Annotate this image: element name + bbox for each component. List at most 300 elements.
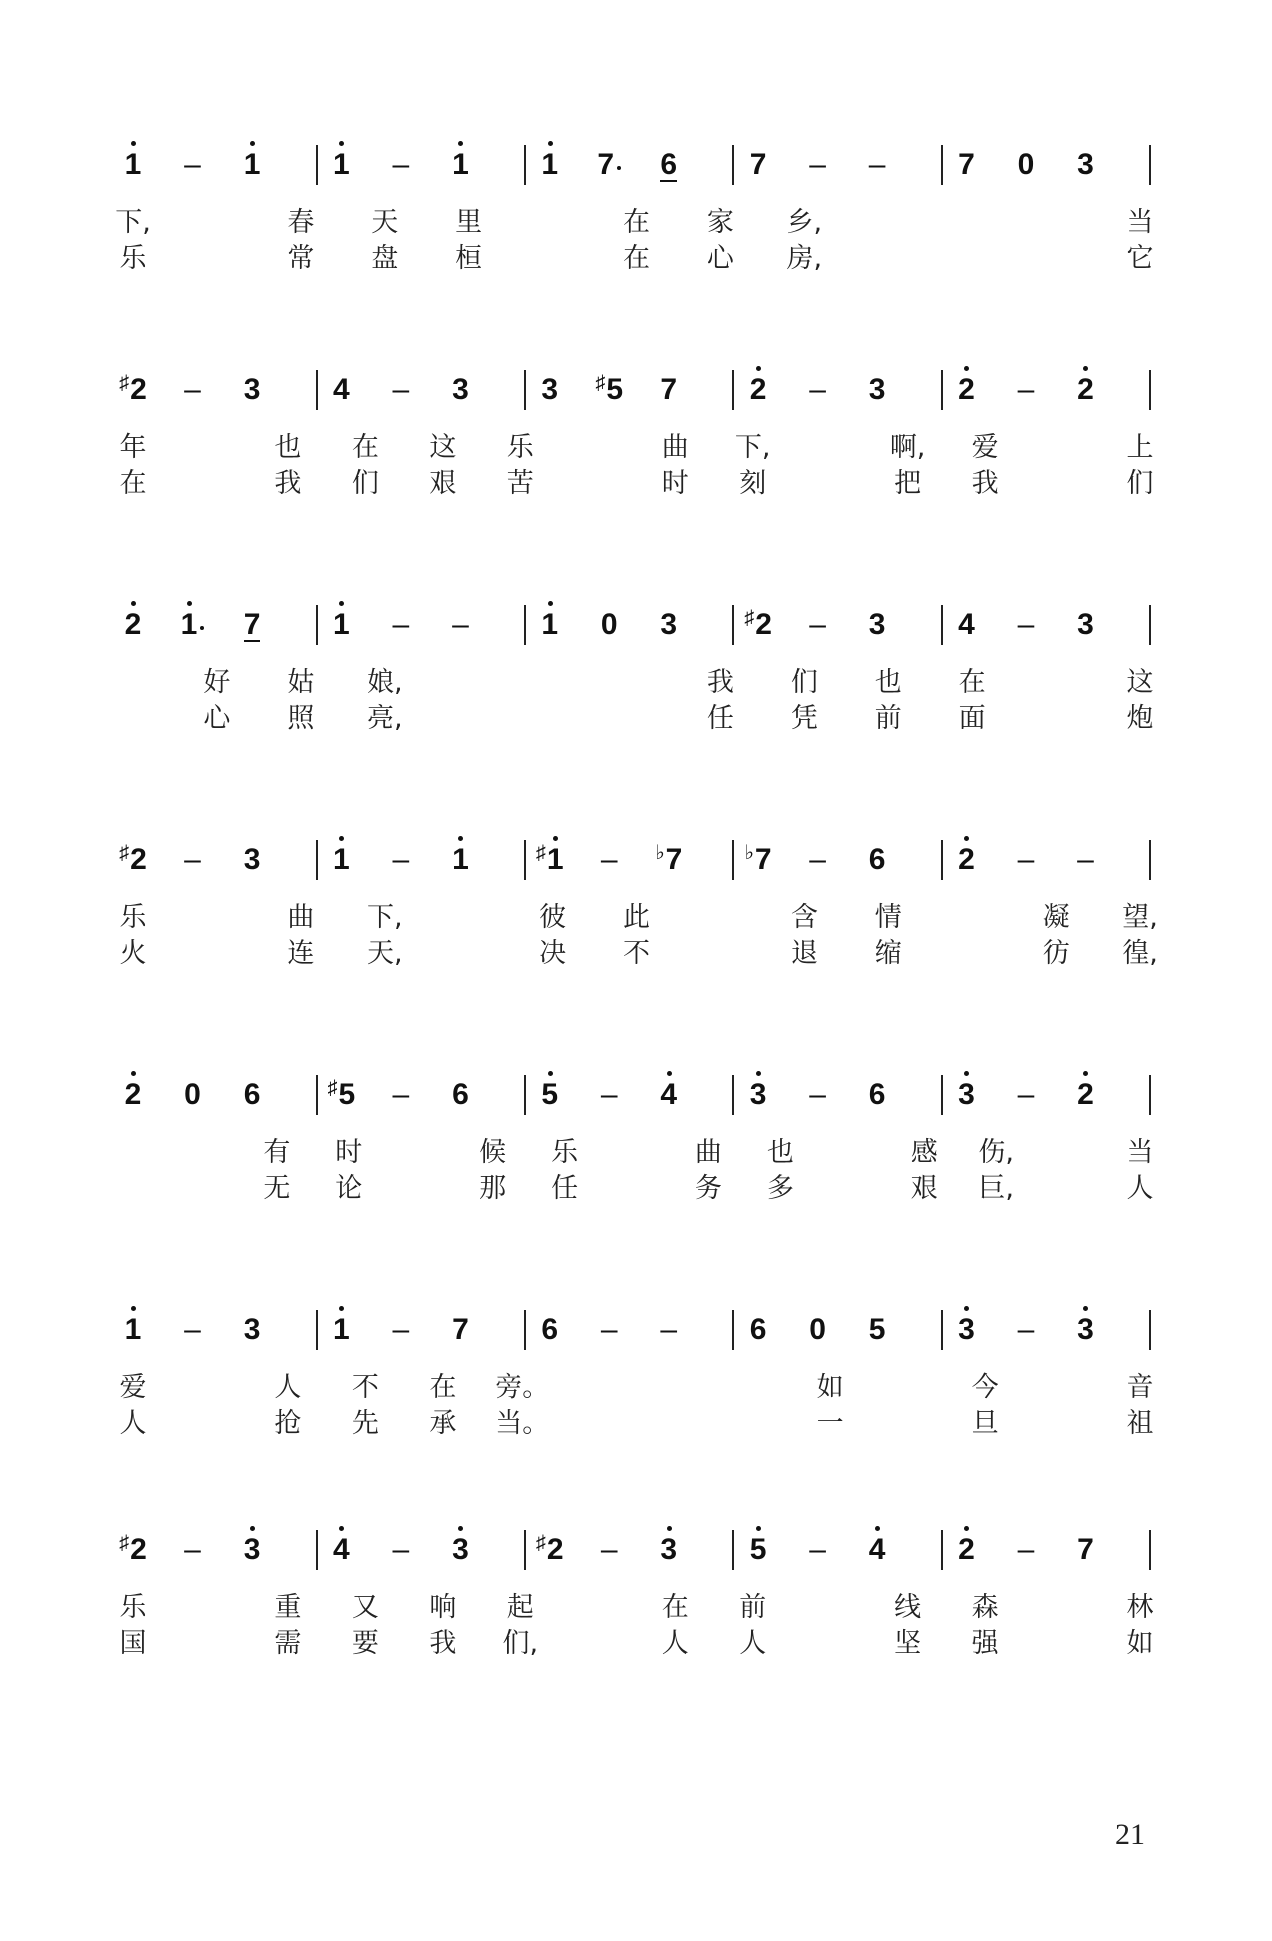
lyric-syllable: 如	[1126, 1628, 1154, 1659]
lyric-syllable: 音	[1126, 1372, 1154, 1403]
note	[520, 147, 580, 183]
lyric-syllable: 在	[429, 1372, 457, 1403]
note-digit: 4	[868, 1533, 886, 1566]
dash-mark	[996, 607, 1056, 643]
lyric-syllable: 感	[910, 1137, 938, 1168]
note-digit: –	[184, 1533, 201, 1566]
lyric-syllable: 刻	[739, 468, 767, 499]
lyric-syllable: 有	[263, 1137, 291, 1168]
bar-line	[1149, 840, 1151, 880]
dash-mark	[788, 607, 848, 643]
note	[579, 372, 639, 411]
dash-mark	[847, 147, 907, 183]
note	[639, 842, 699, 881]
note-digit: 2	[124, 1078, 142, 1111]
note-digit: 1	[243, 148, 261, 181]
score-system	[0, 810, 1272, 1010]
note	[728, 1532, 788, 1568]
note-digit: –	[660, 1313, 678, 1346]
lyric-syllable: 乡,	[786, 207, 823, 238]
dash-mark	[996, 1077, 1056, 1113]
note-digit: –	[1017, 1078, 1035, 1111]
note-digit: 7	[665, 843, 683, 876]
lyric-syllable: 强	[971, 1628, 999, 1659]
dash-mark	[371, 1312, 431, 1348]
dash-mark	[579, 1077, 639, 1113]
note-digit: 2	[1077, 1078, 1094, 1111]
note-digit: 3	[868, 608, 886, 641]
note-digit: 3	[1077, 148, 1094, 181]
lyric-syllable: 连	[287, 938, 315, 969]
lyric-syllable: 面	[958, 703, 986, 734]
note-digit: –	[809, 373, 826, 406]
lyric-syllable: 线	[894, 1592, 922, 1623]
note	[103, 1077, 163, 1113]
notation-row	[0, 1500, 1272, 1590]
note	[1055, 1532, 1115, 1568]
note	[103, 607, 163, 643]
lyric-syllable: 也	[766, 1137, 794, 1168]
note-digit: 1	[180, 608, 198, 641]
note-digit: 3	[660, 1533, 678, 1566]
dash-mark	[579, 1312, 639, 1348]
note-digit: 1	[333, 1313, 350, 1346]
note-digit: 1	[333, 148, 350, 181]
lyric-syllable: 这	[1126, 667, 1154, 698]
lyric-syllable: 徨,	[1122, 938, 1158, 969]
lyric-syllable: 人	[661, 1628, 689, 1659]
lyric-syllable: 决	[539, 938, 567, 969]
note	[430, 372, 490, 408]
lyric-syllable: 好	[203, 667, 231, 698]
lyric-syllable: 天,	[366, 938, 403, 969]
lyric-syllable: 旦	[971, 1408, 999, 1439]
lyric-syllable: 森	[971, 1592, 999, 1623]
note	[639, 1077, 699, 1113]
note-digit: –	[1017, 1313, 1035, 1346]
lyric-syllable: 人	[739, 1628, 767, 1659]
lyric-syllable: 年	[119, 432, 147, 463]
lyric-syllable: 在	[661, 1592, 689, 1623]
note	[579, 607, 639, 643]
note-digit: 7	[958, 148, 975, 181]
sharp-sign: ♯	[535, 1532, 546, 1554]
lyric-line	[0, 936, 1272, 976]
lyric-syllable: 伤,	[978, 1137, 1014, 1168]
lyric-syllable: 人	[274, 1372, 302, 1403]
lyric-syllable: 望,	[1122, 902, 1158, 933]
dash-mark	[996, 372, 1056, 408]
lyric-syllable: 艰	[910, 1173, 938, 1204]
sharp-sign: ♯	[595, 372, 606, 394]
note	[639, 372, 699, 408]
dash-mark	[371, 842, 431, 878]
dash-mark	[163, 372, 223, 408]
lyric-syllable: 们,	[502, 1628, 539, 1659]
note	[520, 1077, 580, 1113]
notation-row	[0, 575, 1272, 665]
note-digit: 6	[868, 843, 886, 876]
notation-row	[0, 115, 1272, 205]
note-digit: –	[1077, 843, 1094, 876]
lyric-syllable: 凝	[1042, 902, 1070, 933]
flat-sign: ♭	[744, 842, 754, 864]
lyric-syllable: 家	[706, 207, 734, 238]
dash-mark	[371, 607, 431, 643]
note-digit: 6	[749, 1313, 767, 1346]
note-digit: 1	[333, 843, 350, 876]
lyric-syllable: 们	[351, 468, 379, 499]
note	[430, 842, 490, 878]
note-digit: 5	[338, 1078, 356, 1111]
note-digit: –	[184, 843, 201, 876]
note	[311, 147, 371, 183]
notation-row	[0, 1045, 1272, 1135]
lyric-syllable: 乐	[551, 1137, 579, 1168]
note-digit: –	[868, 148, 886, 181]
lyric-syllable: 乐	[119, 1592, 147, 1623]
score-system	[0, 575, 1272, 775]
note-digit: –	[809, 1078, 826, 1111]
note-digit: 1	[546, 843, 564, 876]
note	[222, 372, 282, 408]
note-digit: 3	[243, 843, 261, 876]
note-digit: 2	[958, 1533, 975, 1566]
note-digit: 0	[184, 1078, 201, 1111]
note-digit: –	[392, 1533, 410, 1566]
note-digit: 2	[130, 843, 147, 876]
note-digit: 3	[1077, 1313, 1094, 1346]
sharp-sign: ♯	[119, 1532, 130, 1554]
note-digit: 3	[243, 1533, 261, 1566]
lyric-syllable: 人	[119, 1408, 147, 1439]
lyric-syllable: 要	[351, 1628, 379, 1659]
lyric-syllable: 林	[1126, 1592, 1154, 1623]
lyric-syllable: 常	[287, 243, 315, 274]
note-digit: –	[392, 608, 410, 641]
note	[996, 147, 1056, 183]
note	[1055, 372, 1115, 408]
note-digit: 7	[1077, 1533, 1094, 1566]
note-digit: 1	[452, 148, 469, 181]
note	[311, 1532, 371, 1568]
note	[222, 147, 282, 183]
note-digit: –	[392, 148, 410, 181]
note	[936, 1532, 996, 1568]
note	[1055, 147, 1115, 183]
lyric-syllable: 彼	[539, 902, 567, 933]
lyric-syllable: 国	[119, 1628, 147, 1659]
augmentation-dot	[617, 166, 621, 170]
note	[847, 1077, 907, 1113]
note	[728, 842, 788, 881]
note-digit: 3	[452, 1533, 469, 1566]
dash-mark	[163, 842, 223, 878]
lyric-line	[0, 1590, 1272, 1630]
lyric-syllable: 它	[1126, 243, 1154, 274]
note-digit: 7	[754, 843, 772, 876]
note	[847, 842, 907, 878]
lyric-syllable: 旁。	[495, 1372, 550, 1403]
note-digit: 7	[660, 373, 678, 406]
lyric-syllable: 这	[429, 432, 457, 463]
lyric-syllable: 时	[661, 468, 689, 499]
note-digit: 6	[541, 1313, 559, 1346]
dash-mark	[996, 1312, 1056, 1348]
lyric-syllable: 爱	[119, 1372, 147, 1403]
notation-row	[0, 1280, 1272, 1370]
lyric-syllable: 爱	[971, 432, 999, 463]
lyric-syllable: 也	[274, 432, 302, 463]
lyric-syllable: 姑	[287, 667, 315, 698]
note-digit: –	[600, 1078, 618, 1111]
note-digit: 7	[597, 148, 615, 181]
lyric-syllable: 我	[274, 468, 302, 499]
note	[847, 1532, 907, 1568]
note-digit: 2	[130, 373, 147, 406]
dash-mark	[371, 1077, 431, 1113]
lyric-line	[0, 1406, 1272, 1446]
lyric-syllable: 把	[894, 468, 922, 499]
lyric-syllable: 乐	[119, 243, 147, 274]
lyric-line	[0, 205, 1272, 245]
lyric-syllable: 需	[274, 1628, 302, 1659]
dash-mark	[788, 147, 848, 183]
lyric-syllable: 坚	[894, 1628, 922, 1659]
sharp-sign: ♯	[119, 842, 130, 864]
note	[103, 1532, 163, 1571]
dash-mark	[1055, 842, 1115, 878]
note	[728, 607, 788, 646]
note-digit: 2	[1077, 373, 1094, 406]
lyric-line	[0, 430, 1272, 470]
lyric-syllable: 在	[119, 468, 147, 499]
note-digit: 4	[333, 1533, 350, 1566]
note-digit: 2	[749, 373, 767, 406]
lyric-syllable: 天	[371, 207, 399, 238]
lyric-syllable: 在	[351, 432, 379, 463]
lyric-syllable: 乐	[506, 432, 534, 463]
note	[163, 607, 223, 643]
note-digit: 1	[124, 148, 142, 181]
note	[847, 607, 907, 643]
note	[222, 1532, 282, 1568]
note-digit: 2	[124, 608, 142, 641]
notation-row	[0, 810, 1272, 900]
lyric-syllable: 先	[351, 1408, 379, 1439]
dash-mark	[371, 1532, 431, 1568]
lyric-syllable: 曲	[694, 1137, 722, 1168]
note	[639, 147, 699, 183]
note	[311, 1312, 371, 1348]
dash-mark	[996, 842, 1056, 878]
note	[639, 1532, 699, 1568]
note	[430, 1077, 490, 1113]
note-digit: –	[1017, 608, 1035, 641]
lyric-syllable: 退	[790, 938, 818, 969]
note-digit: –	[600, 1533, 618, 1566]
lyric-syllable: 人	[1126, 1173, 1154, 1204]
lyric-syllable: 任	[551, 1173, 579, 1204]
lyric-syllable: 亮,	[366, 703, 403, 734]
note-digit: 0	[1017, 148, 1035, 181]
lyric-syllable: 凭	[790, 703, 818, 734]
lyric-syllable: 当。	[495, 1408, 550, 1439]
dash-mark	[371, 372, 431, 408]
lyric-line	[0, 665, 1272, 705]
lyric-syllable: 承	[429, 1408, 457, 1439]
lyric-syllable: 心	[203, 703, 231, 734]
lyric-line	[0, 701, 1272, 741]
note	[847, 1312, 907, 1348]
note	[936, 372, 996, 408]
note-digit: –	[809, 148, 826, 181]
lyric-line	[0, 900, 1272, 940]
lyric-line	[0, 1370, 1272, 1410]
lyric-syllable: 巨,	[978, 1173, 1014, 1204]
note-digit: 0	[809, 1313, 826, 1346]
note	[936, 1312, 996, 1348]
note	[728, 1077, 788, 1113]
bar-line	[1149, 145, 1151, 185]
note	[1055, 1312, 1115, 1348]
note	[520, 607, 580, 643]
lyric-syllable: 不	[623, 938, 650, 969]
lyric-syllable: 当	[1126, 1137, 1154, 1168]
dash-mark	[579, 842, 639, 878]
score-system	[0, 1280, 1272, 1480]
note	[311, 1077, 371, 1116]
lyric-syllable: 我	[971, 468, 999, 499]
note-digit: 7	[749, 148, 767, 181]
score-system	[0, 1045, 1272, 1245]
note-digit: 1	[124, 1313, 142, 1346]
note	[222, 607, 282, 643]
lyric-line	[0, 466, 1272, 506]
lyric-syllable: 啊,	[889, 432, 926, 463]
sharp-sign: ♯	[327, 1077, 338, 1099]
bar-line	[1149, 370, 1151, 410]
note	[1055, 1077, 1115, 1113]
note-digit: 3	[868, 373, 886, 406]
note-digit: –	[184, 1313, 201, 1346]
note-digit: –	[1017, 373, 1035, 406]
lyric-syllable: 时	[335, 1137, 363, 1168]
note	[639, 607, 699, 643]
lyric-syllable: 盘	[371, 243, 399, 274]
note-digit: –	[1017, 1533, 1035, 1566]
note-digit: 5	[868, 1313, 886, 1346]
lyric-syllable: 无	[263, 1173, 291, 1204]
lyric-syllable: 娘,	[366, 667, 403, 698]
lyric-syllable: 缩	[874, 938, 902, 969]
lyric-syllable: 抢	[274, 1408, 302, 1439]
lyric-syllable: 多	[766, 1173, 794, 1204]
note-digit: 3	[958, 1313, 975, 1346]
note-digit: –	[392, 1313, 410, 1346]
lyric-syllable: 下,	[734, 432, 771, 463]
bar-line	[1149, 1530, 1151, 1570]
bar-line	[1149, 1310, 1151, 1350]
lyric-syllable: 祖	[1126, 1408, 1154, 1439]
note	[520, 372, 580, 408]
note	[311, 842, 371, 878]
lyric-syllable: 春	[287, 207, 315, 238]
note-digit: 5	[606, 373, 624, 406]
lyric-syllable: 我	[429, 1628, 457, 1659]
note-digit: 4	[958, 608, 975, 641]
lyric-syllable: 炮	[1126, 703, 1154, 734]
note-digit: 3	[749, 1078, 767, 1111]
score-system	[0, 340, 1272, 540]
note-digit: 6	[452, 1078, 469, 1111]
lyric-syllable: 下,	[366, 902, 403, 933]
note-digit: 2	[755, 608, 772, 641]
augmentation-dot	[200, 626, 204, 630]
lyric-syllable: 在	[623, 207, 650, 238]
dash-mark	[639, 1312, 699, 1348]
note-digit: 3	[243, 373, 261, 406]
note-digit: 4	[333, 373, 350, 406]
dash-mark	[788, 372, 848, 408]
lyric-syllable: 苦	[506, 468, 534, 499]
dash-mark	[371, 147, 431, 183]
lyric-line	[0, 1135, 1272, 1175]
note	[520, 1312, 580, 1348]
bar-line	[1149, 605, 1151, 645]
lyric-syllable: 今	[971, 1372, 999, 1403]
note	[222, 1312, 282, 1348]
lyric-syllable: 前	[739, 1592, 767, 1623]
note	[728, 147, 788, 183]
note-digit: 3	[1077, 608, 1094, 641]
lyric-syllable: 我	[706, 667, 734, 698]
lyric-syllable: 又	[351, 1592, 379, 1623]
sharp-sign: ♯	[744, 607, 755, 629]
note-digit: –	[392, 1078, 410, 1111]
note	[103, 842, 163, 881]
note-digit: 1	[541, 148, 559, 181]
note-digit: –	[392, 373, 410, 406]
note	[430, 1312, 490, 1348]
note	[1055, 607, 1115, 643]
dash-mark	[579, 1532, 639, 1568]
note-digit: 3	[958, 1078, 975, 1111]
note-digit: 5	[541, 1078, 559, 1111]
lyric-syllable: 艰	[429, 468, 457, 499]
note	[579, 147, 639, 183]
lyric-line	[0, 241, 1272, 281]
note-digit: –	[600, 843, 618, 876]
lyric-syllable: 房,	[786, 243, 823, 274]
note	[311, 372, 371, 408]
note-digit: 3	[243, 1313, 261, 1346]
lyric-syllable: 上	[1126, 432, 1154, 463]
note	[430, 147, 490, 183]
lyric-syllable: 重	[274, 1592, 302, 1623]
note-digit: –	[184, 373, 201, 406]
note-digit: 1	[333, 608, 350, 641]
note-digit: 6	[868, 1078, 886, 1111]
lyric-syllable: 此	[623, 902, 650, 933]
lyric-syllable: 心	[706, 243, 734, 274]
lyric-syllable: 一	[816, 1408, 844, 1439]
note	[936, 147, 996, 183]
note-digit: 7	[243, 608, 261, 641]
note	[103, 1312, 163, 1348]
lyric-syllable: 如	[816, 1372, 844, 1403]
note-digit: 1	[452, 843, 469, 876]
